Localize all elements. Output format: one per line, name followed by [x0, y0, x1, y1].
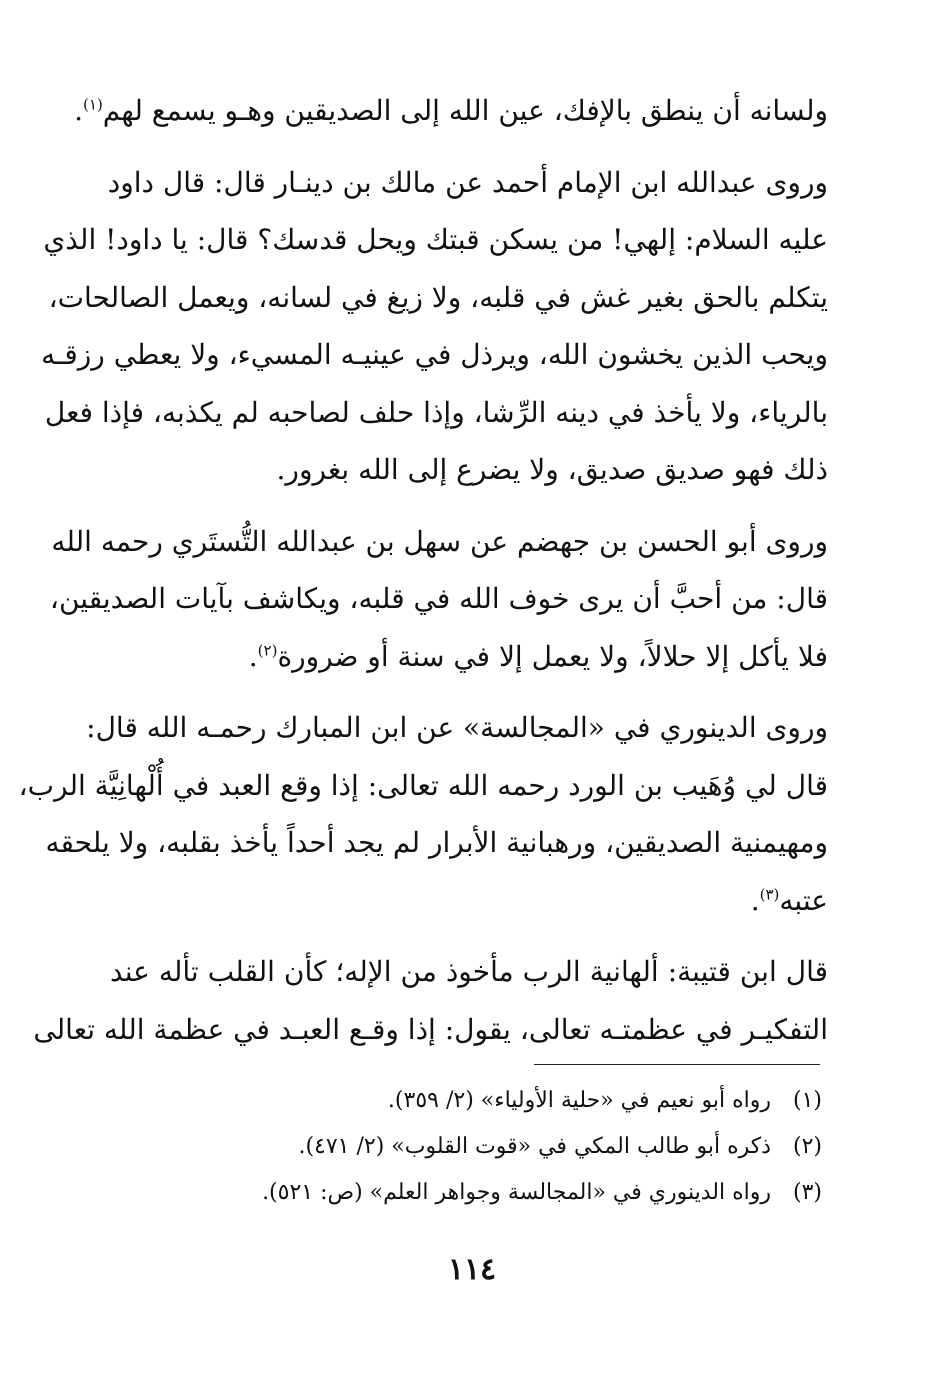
punctuation: .: [74, 94, 84, 127]
page-number: ١١٤: [447, 1252, 497, 1287]
text-line: بالرياء، ولا يأخذ في دينه الرِّشا، وإذا حلف لصاحبه لم يكذبه، فإذا فعل: [44, 395, 828, 429]
text-line: وروى أبو الحسن بن جهضم عن سهل بن عبدالله التُّستَري رحمه الله: [51, 524, 828, 558]
text-line: التفكيـر في عظمتـه تعالى، يقول: إذا وقـع العبـد في عظمة الله تعالى: [33, 1012, 828, 1046]
footnote-ref: (٢): [257, 641, 278, 660]
footnote: [110, 1078, 822, 1124]
paragraph-4: [18, 699, 828, 929]
text-line: وروى عبدالله ابن الإمام أحمد عن مالك بن دينـار قال: قال داود: [107, 165, 828, 199]
footnote: [110, 1124, 822, 1170]
text-line: عليه السلام: إلهي! من يسكن قبتك ويحل قدسك؟ قال: يا داود! الذي: [43, 223, 828, 256]
text-line: ويحب الذين يخشون الله، ويرذل في عينيـه المسيء، ولا يعطي رزقـه: [41, 338, 828, 371]
text-line: قال ابن قتيبة: ألهانية الرب مأخوذ من الإله؛ كأن القلب تأله عند: [110, 955, 828, 988]
paragraph-5: [33, 943, 828, 1058]
paragraph-1: [74, 82, 828, 140]
footnote-number: (١): [792, 1088, 822, 1113]
text-line: وروى الدينوري في «المجالسة» عن ابن المبارك رحمـه الله قال:: [86, 711, 828, 744]
book-page-body: [18, 82, 828, 1058]
punctuation: .: [750, 883, 760, 917]
footnote-separator: [534, 1064, 820, 1065]
footnote-text: ذكره أبو طالب المكي في «قوت القلوب» (٢/ ٤٧١).: [298, 1134, 771, 1159]
line-text: ولسانه أن ينطق بالإفك، عين الله إلى الصديقين وهـو يسمع لهم: [102, 94, 828, 127]
footnote-number: (٣): [792, 1180, 822, 1205]
text-line: [110, 628, 828, 686]
footnote: [110, 1170, 822, 1216]
paragraph-2: [41, 154, 828, 499]
text-line: ومهيمنية الصديقين، ورهبانية الأبرار لم يجد أحداً يأخذ بقلبه، ولا يلحقه: [45, 826, 828, 859]
line-text: فلا يأكل إلا حلالاً، ولا يعمل إلا في سنة أو ضرورة: [277, 639, 828, 673]
paragraph-3: [49, 513, 828, 686]
footnote-ref: (١): [83, 95, 103, 114]
text-line: قال: من أحبَّ أن يرى خوف الله في قلبه، ويكاشف بآيات الصديقين،: [49, 582, 828, 615]
line-text: عتبه: [779, 883, 828, 917]
punctuation: .: [248, 639, 258, 673]
footnotes: [110, 1078, 822, 1216]
text-line: قال لي وُهَيب بن الورد رحمه الله تعالى: إذا وقع العبد في أُلْهانِيَّة الرب،: [18, 768, 828, 802]
text-line: [110, 872, 828, 930]
text-line: يتكلم بالحق بغير غش في قلبه، ولا زيغ في لسانه، ويعمل الصالحات،: [48, 280, 828, 314]
text-line: [74, 82, 828, 140]
text-line: ذلك فهو صديق صديق، ولا يضرع إلى الله بغرور.: [276, 453, 828, 486]
footnote-number: (٢): [792, 1134, 822, 1159]
footnote-text: رواه أبو نعيم في «حلية الأولياء» (٢/ ٣٥٩).: [387, 1088, 771, 1113]
footnote-text: رواه الدينوري في «المجالسة وجواهر العلم» (ص: ٥٢١).: [262, 1180, 771, 1205]
footnote-ref: (٣): [759, 885, 780, 904]
